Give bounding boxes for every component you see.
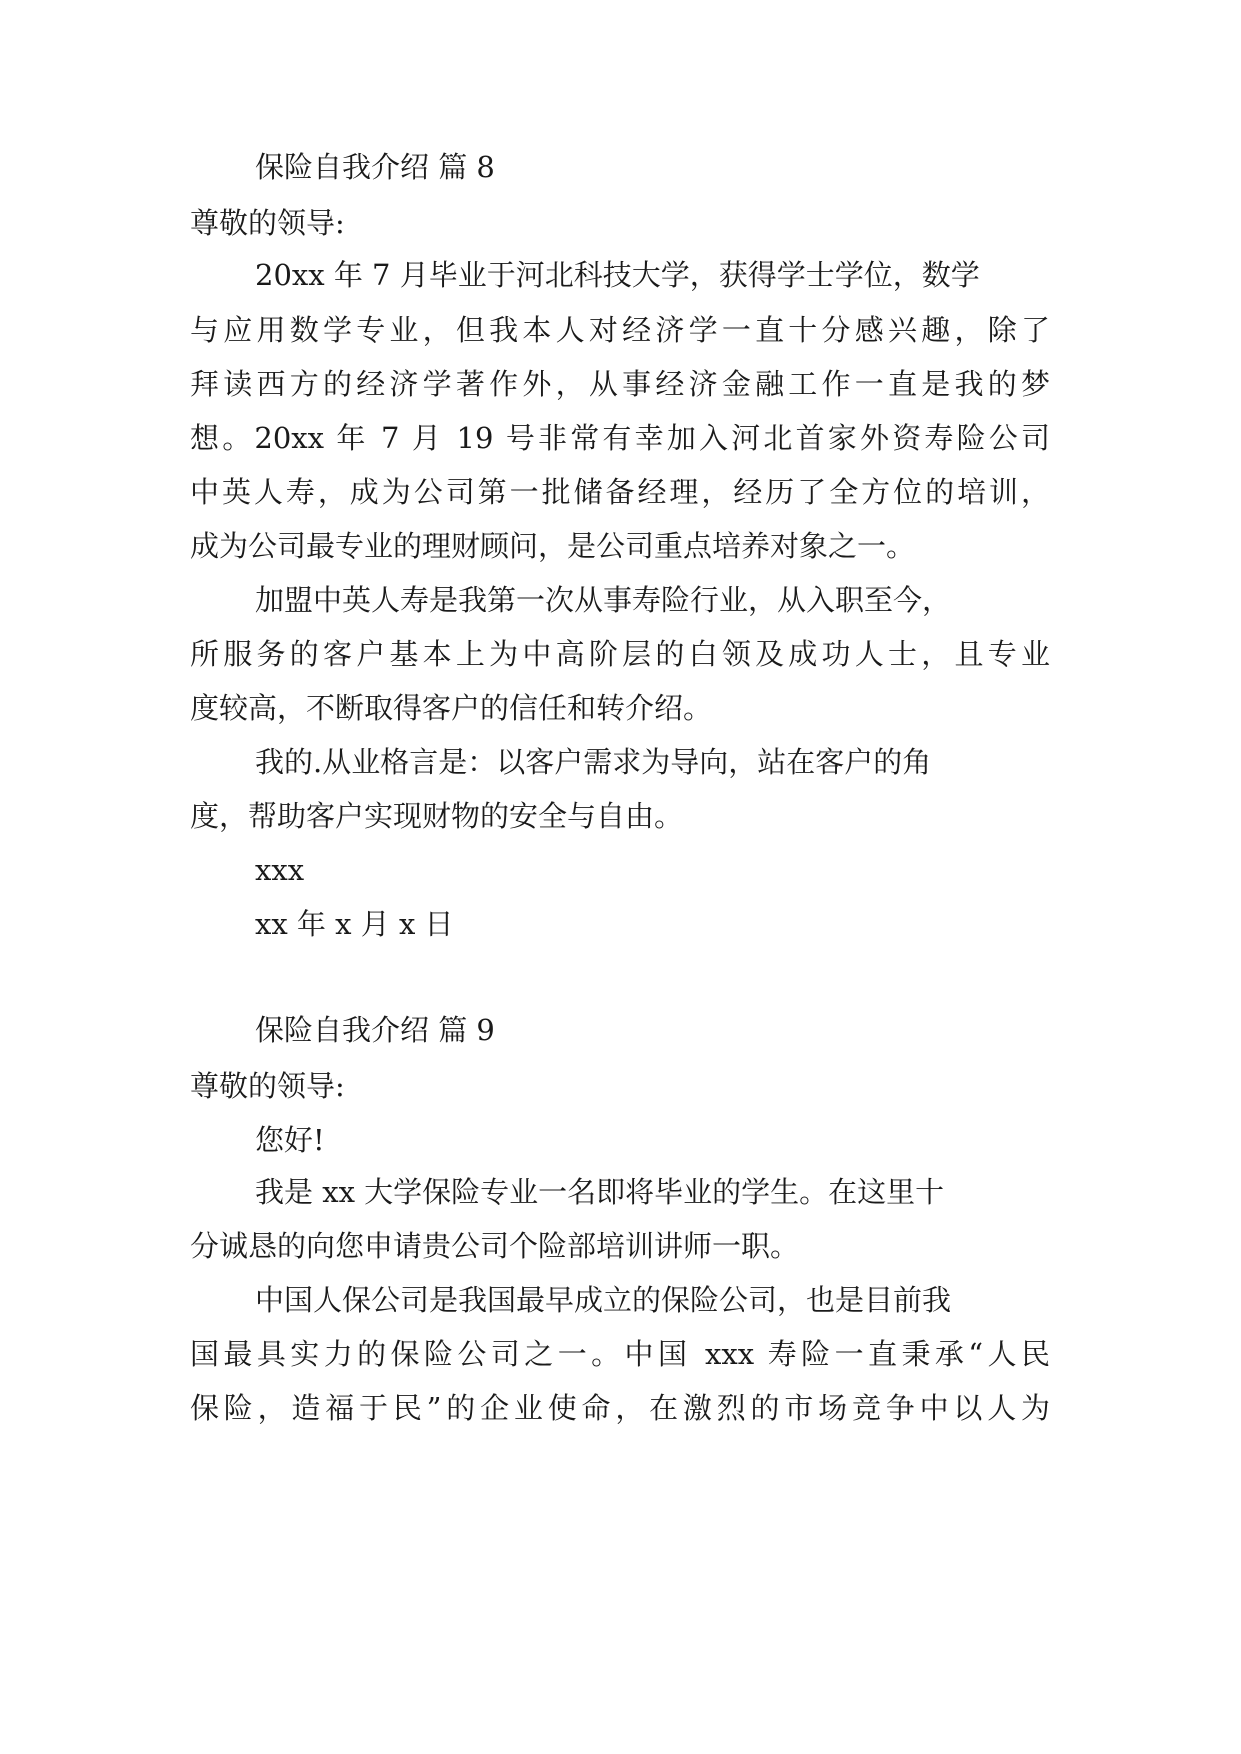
paragraph-line: 20xx 年 7 月毕业于河北科技大学，获得学士学位，数学 [255, 258, 980, 292]
paragraph-line: 拜读西方的经济学著作外，从事经济金融工作一直是我的梦 [190, 367, 1050, 401]
date: xx 年 x 月 x 日 [255, 907, 454, 941]
paragraph-line: 与应用数学专业，但我本人对经济学一直十分感兴趣，除了 [190, 313, 1050, 347]
section-title: 保险自我介绍 篇 8 [255, 150, 495, 184]
paragraph-line: 分诚恳的向您申请贵公司个险部培训讲师一职。 [190, 1229, 800, 1263]
paragraph-line: 度较高，不断取得客户的信任和转介绍。 [190, 691, 713, 725]
paragraph-line: 加盟中英人寿是我第一次从事寿险行业，从入职至今， [255, 583, 952, 617]
paragraph-line: 度，帮助客户实现财物的安全与自由。 [190, 799, 684, 833]
salutation: 尊敬的领导: [190, 1069, 345, 1103]
paragraph-line: 保险，造福于民”的企业使命，在激烈的市场竞争中以人为 [190, 1391, 1050, 1425]
paragraph-line: 中英人寿，成为公司第一批储备经理，经历了全方位的培训， [190, 475, 1050, 509]
greeting: 您好! [255, 1123, 325, 1157]
signature: xxx [255, 853, 305, 887]
paragraph-line: 我是 xx 大学保险专业一名即将毕业的学生。在这里十 [255, 1175, 945, 1209]
paragraph-line: 想。20xx 年 7 月 19 号非常有幸加入河北首家外资寿险公司 [190, 421, 1050, 455]
paragraph-line: 中国人保公司是我国最早成立的保险公司，也是目前我 [255, 1283, 952, 1317]
paragraph-line: 国最具实力的保险公司之一。中国 xxx 寿险一直秉承“人民 [190, 1337, 1050, 1371]
section-title: 保险自我介绍 篇 9 [255, 1013, 495, 1047]
salutation: 尊敬的领导: [190, 206, 345, 240]
paragraph-line: 成为公司最专业的理财顾问，是公司重点培养对象之一。 [190, 529, 916, 563]
paragraph-line: 我的.从业格言是：以客户需求为导向，站在客户的角 [255, 745, 932, 779]
paragraph-line: 所服务的客户基本上为中高阶层的白领及成功人士，且专业 [190, 637, 1050, 671]
